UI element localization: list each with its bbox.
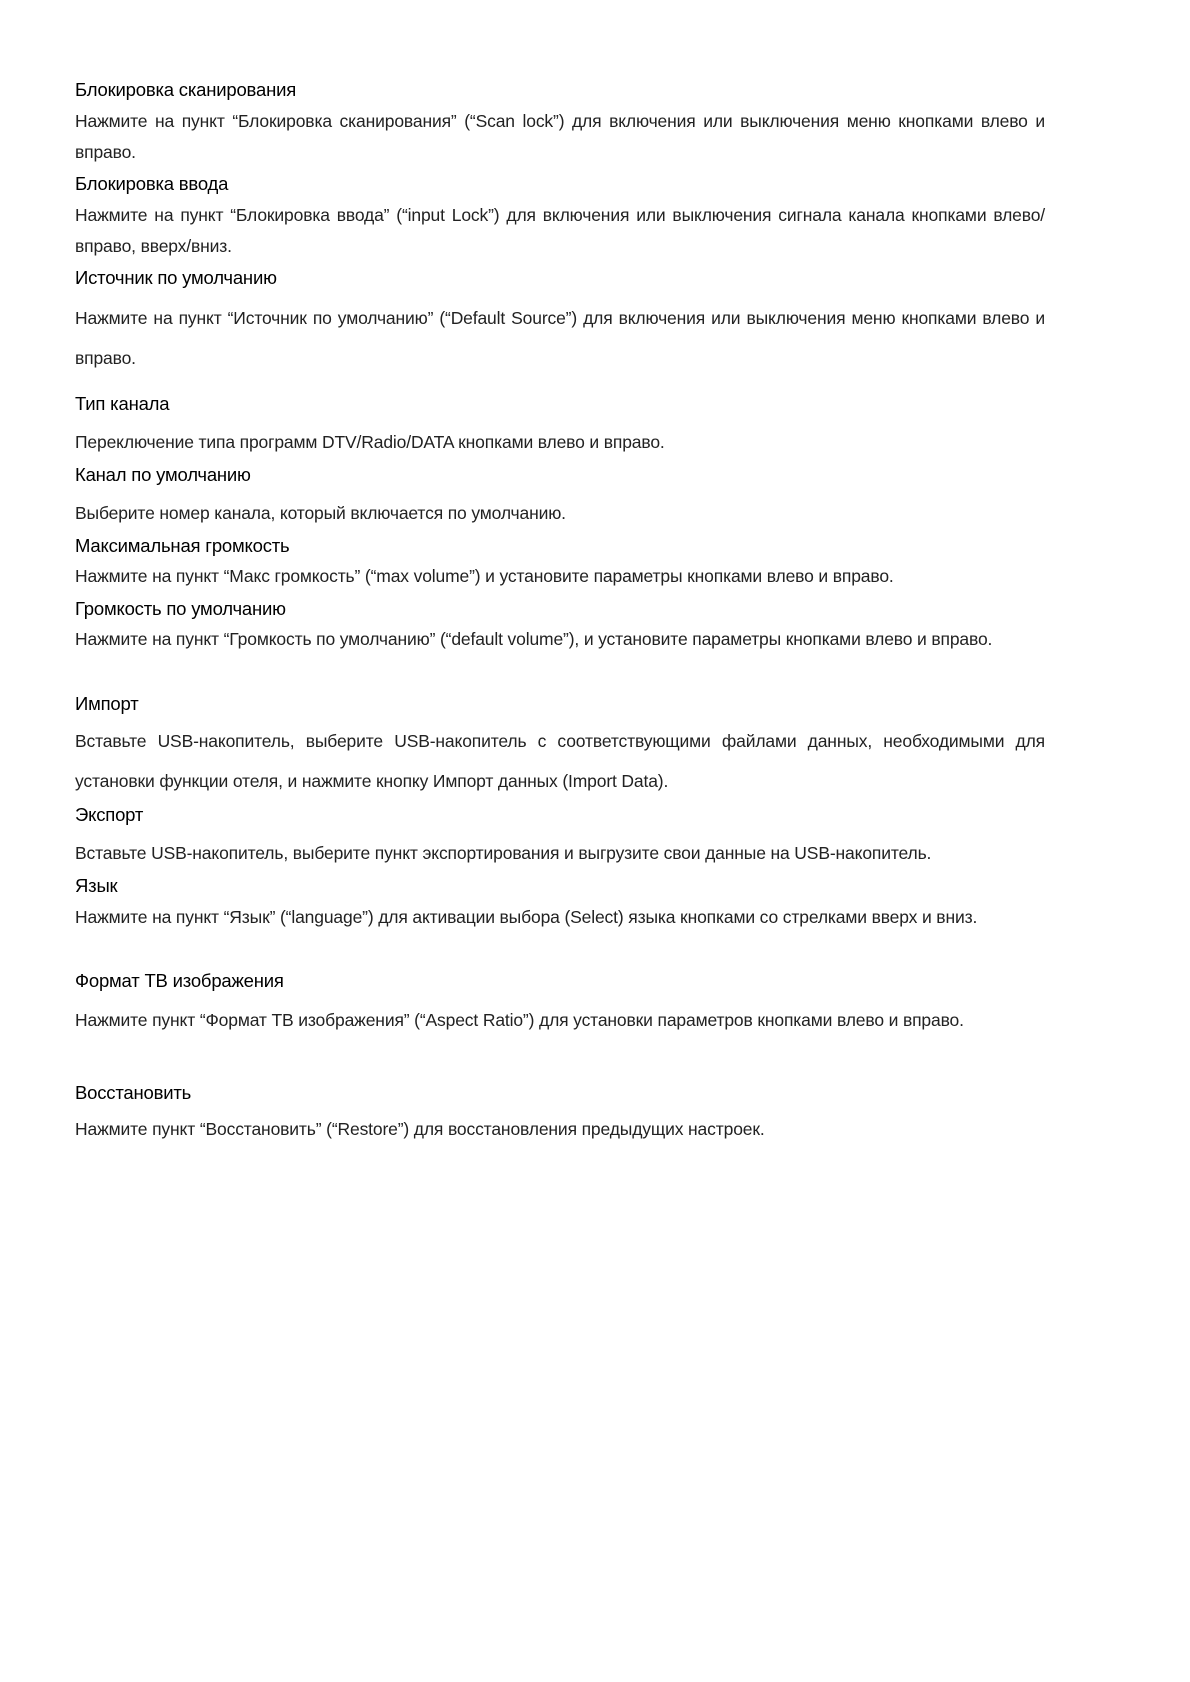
section-text-import: Вставьте USB-накопитель, выберите USB-накопитель с соответствующими файлами данных, необходимыми для установки функции отеля, и нажмите кнопку Импорт данных (Import Data). (75, 731, 1045, 791)
section-text-default-volume: Нажмите на пункт “Громкость по умолчанию” (“default volume”), и установите параметры кнопками влево и вправо. (75, 629, 993, 649)
section-heading-export: Экспорт (75, 804, 144, 825)
section-text-scan-lock: Нажмите на пункт “Блокировка сканирования” (“Scan lock”) для включения или выключения меню кнопками влево и вправо. (75, 111, 1045, 162)
section-text-channel-type: Переключение типа программ DTV/Radio/DATA кнопками влево и вправо. (75, 432, 665, 452)
section-text-restore: Нажмите пункт “Восстановить” (“Restore”) для восстановления предыдущих настроек. (75, 1119, 765, 1139)
section-text-language: Нажмите на пункт “Язык” (“language”) для активации выбора (Select) языка кнопками со стрелками вверх и вниз. (75, 907, 978, 927)
section-text-default-source: Нажмите на пункт “Источник по умолчанию” (“Default Source”) для включения или выключения меню кнопками влево и вправо. (75, 308, 1045, 368)
section-heading-input-lock: Блокировка ввода (75, 173, 229, 194)
section-heading-max-volume: Максимальная громкость (75, 535, 290, 556)
section-heading-channel-type: Тип канала (75, 393, 170, 414)
section-heading-language: Язык (75, 875, 118, 896)
section-text-max-volume: Нажмите на пункт “Макс громкость” (“max volume”) и установите параметры кнопками влево и вправо. (75, 566, 894, 586)
section-heading-default-volume: Громкость по умолчанию (75, 598, 286, 619)
section-text-aspect-ratio: Нажмите пункт “Формат ТВ изображения” (“Aspect Ratio”) для установки параметров кнопками влево и вправо. (75, 1010, 964, 1030)
section-heading-aspect-ratio: Формат ТВ изображения (75, 970, 284, 991)
section-text-export: Вставьте USB-накопитель, выберите пункт экспортирования и выгрузите свои данные на USB-накопитель. (75, 843, 932, 863)
section-heading-restore: Восстановить (75, 1082, 192, 1103)
section-heading-import: Импорт (75, 693, 139, 714)
section-heading-scan-lock: Блокировка сканирования (75, 79, 297, 100)
section-heading-default-channel: Канал по умолчанию (75, 464, 251, 485)
section-heading-default-source: Источник по умолчанию (75, 267, 277, 288)
section-text-default-channel: Выберите номер канала, который включается по умолчанию. (75, 503, 566, 523)
section-text-input-lock: Нажмите на пункт “Блокировка ввода” (“input Lock”) для включения или выключения сигнала канала кнопками влево/вправо, вверх/вниз. (75, 205, 1045, 256)
